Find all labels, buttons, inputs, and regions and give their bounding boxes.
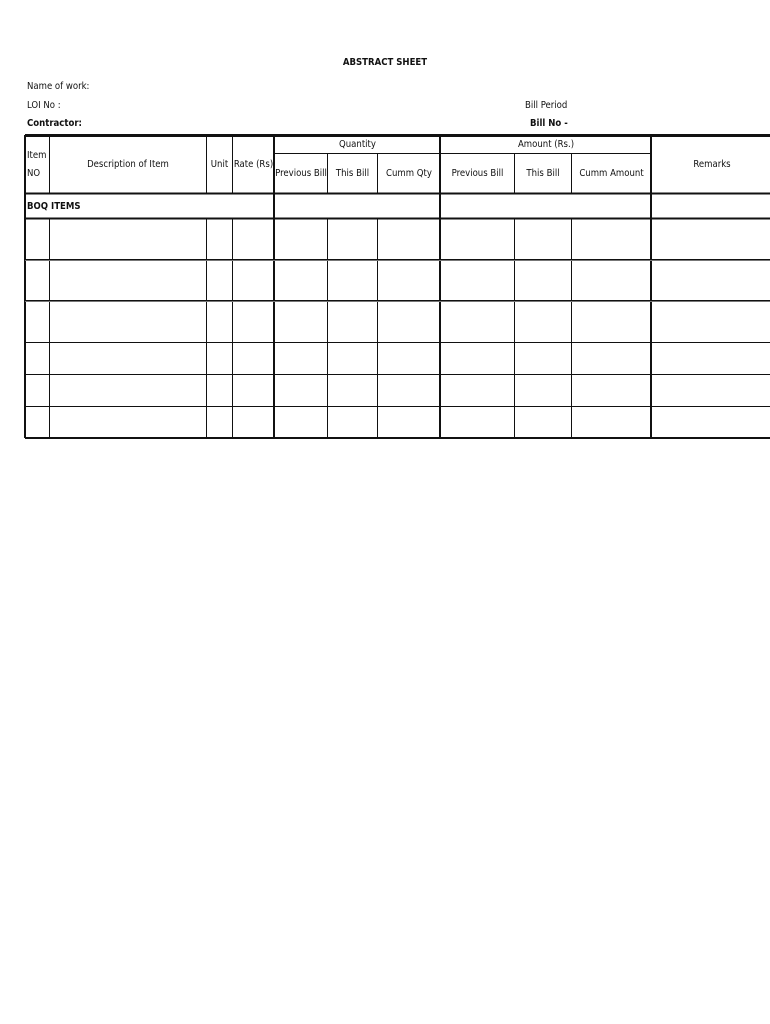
col-header-amount: Amount (Rs.) [517, 139, 575, 150]
col-header-unit: Unit [210, 159, 229, 170]
section-label-boq-items: BOQ ITEMS [27, 201, 81, 212]
col-header-no: NO [27, 168, 41, 179]
col-header-rate: Rate (Rs) [233, 159, 274, 170]
loi-no-label: LOI No : [27, 100, 61, 111]
col-header-remarks: Remarks [693, 159, 731, 170]
name-of-work-label: Name of work: [27, 81, 90, 92]
col-header-item: Item [27, 150, 47, 161]
col-header-description: Description of Item [87, 159, 169, 170]
col-header-amt-this: This Bill [526, 168, 560, 179]
col-header-amt-cumm: Cumm Amount [579, 168, 644, 179]
col-header-amt-previous: Previous Bill [451, 168, 504, 179]
table-frame [26, 137, 770, 439]
contractor-label: Contractor: [27, 118, 82, 129]
bill-period-label: Bill Period [525, 100, 568, 111]
bill-no-label: Bill No - [530, 118, 568, 129]
sheet-title: ABSTRACT SHEET [342, 57, 428, 68]
col-header-qty-this: This Bill [335, 168, 370, 179]
col-header-qty-previous: Previous Bill [275, 168, 327, 179]
col-header-qty-cumm: Cumm Qty [386, 168, 432, 179]
col-header-quantity: Quantity [339, 139, 376, 150]
